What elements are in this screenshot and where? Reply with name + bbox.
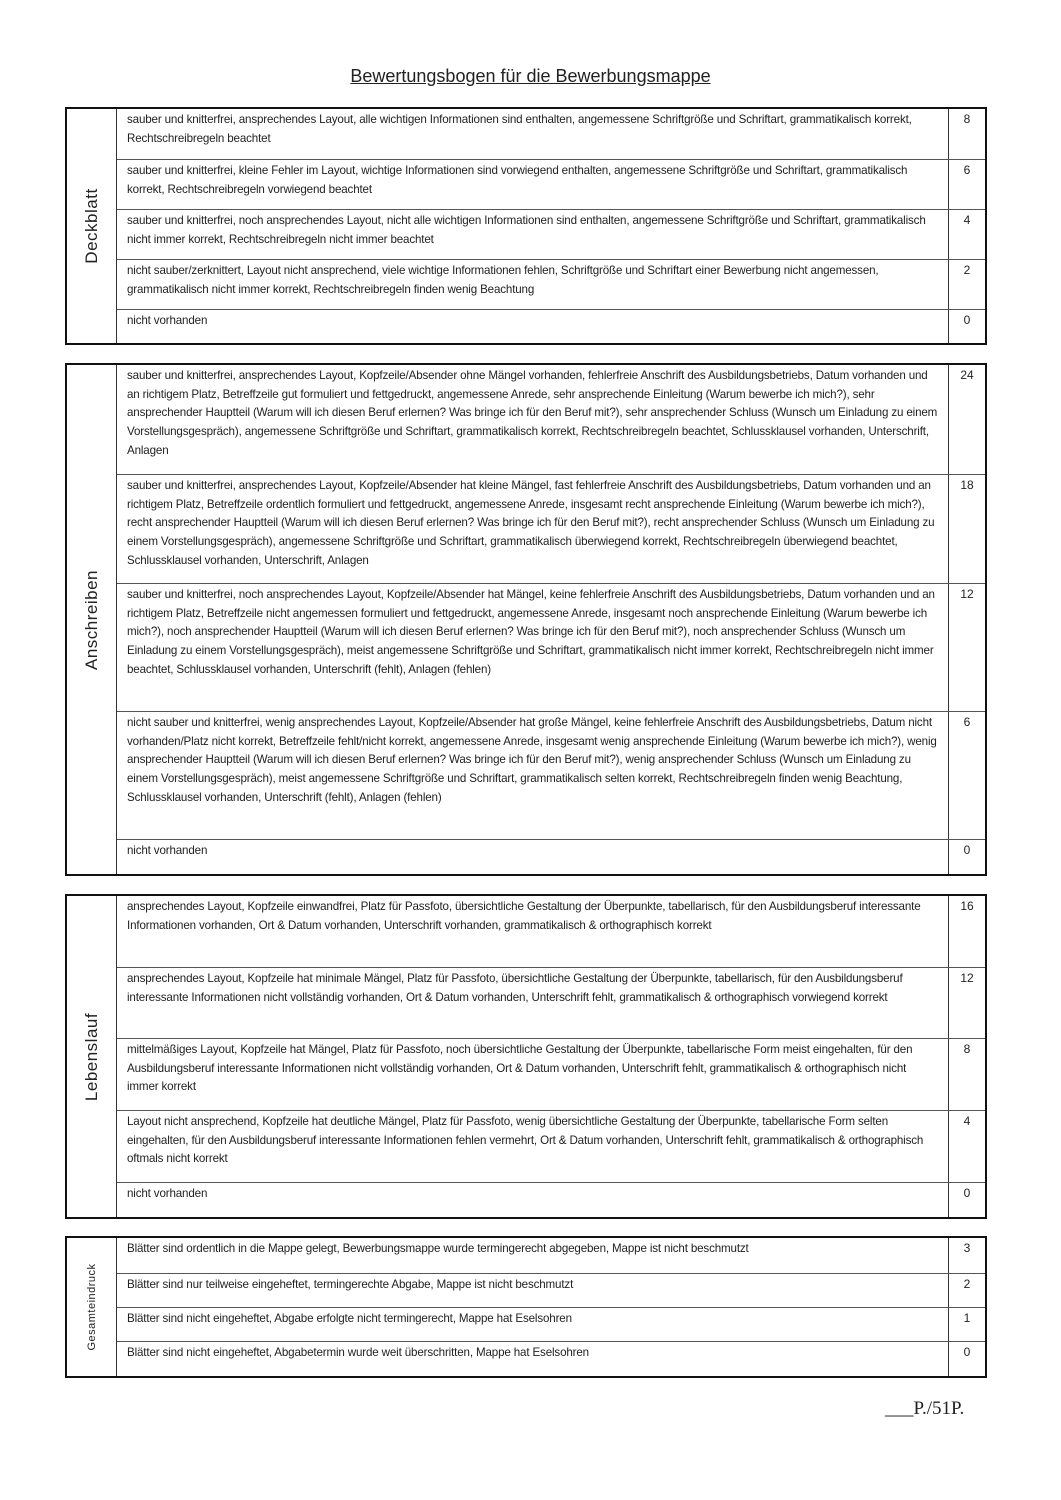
criteria-points: 16: [948, 896, 985, 967]
criteria-text: nicht vorhanden: [127, 844, 208, 857]
criteria-text: sauber und knitterfrei, ansprechendes Layout, Kopfzeile/Absender ohne Mängel vorhanden, fehlerfreie Anschrift des Ausbildungsbetriebs, Datum vorhanden und an richtigem Platz, Betreffzeile gut formuliert und fettgedruckt, angemessene Anrede, sehr ansprechende Einleitung (Warum bewerbe ich mich?), sehr ansprechender Hauptteil (Warum will ich diesen Beruf erlernen? Was bringe ich für den Beruf mit?), sehr ansprechender Schluss (Wunsch um Einladung zu einem Vorstellungsgespräch), angemessene Schriftgröße und Schriftart, grammatikalisch korrekt, Rechtschreibregeln beachtet, Schlussklausel vorhanden, Unterschrift, Anlagen: [127, 369, 938, 457]
criteria-points: 24: [948, 365, 985, 474]
section-deckblatt: [65, 107, 987, 345]
section-label-text: Lebenslauf: [81, 1012, 101, 1101]
criteria-row: [117, 109, 985, 160]
section-label: [67, 365, 117, 874]
section-label: [67, 896, 117, 1217]
criteria-points: 2: [948, 260, 985, 309]
criteria-points: 6: [948, 712, 985, 839]
criteria-row: [117, 712, 985, 840]
criteria-points: 12: [948, 584, 985, 711]
criteria-row: [117, 160, 985, 210]
criteria-text: nicht vorhanden: [127, 1187, 208, 1200]
page-title: Bewertungsbogen für die Bewerbungsmappe: [350, 66, 711, 86]
criteria-text: Blätter sind ordentlich in die Mappe gelegt, Bewerbungsmappe wurde termingerecht abgegeben, Mappe ist nicht beschmutzt: [127, 1242, 749, 1255]
criteria-row: [117, 1274, 985, 1308]
criteria-text: Blätter sind nicht eingeheftet, Abgabe erfolgte nicht termingerecht, Mappe hat Eselsohren: [127, 1312, 572, 1325]
criteria-points: 0: [948, 1342, 985, 1376]
criteria-points: 3: [948, 1238, 985, 1273]
criteria-row: [117, 968, 985, 1039]
criteria-row: [117, 896, 985, 968]
criteria-points: 2: [948, 1274, 985, 1307]
criteria-points: 0: [948, 310, 985, 343]
criteria-text: Layout nicht ansprechend, Kopfzeile hat deutliche Mängel, Platz für Passfoto, wenig übersichtliche Gestaltung der Überpunkte, tabellarische Form selten eingehalten, für den Ausbildungsberuf interessante Informationen fehlen vermehrt, Ort & Datum vorhanden, Unterschrift fehlt, grammatikalisch & orthographisch oftmals nicht korrekt: [127, 1115, 924, 1166]
criteria-row: [117, 210, 985, 260]
criteria-text: mittelmäßiges Layout, Kopfzeile hat Mängel, Platz für Passfoto, noch übersichtliche Gestaltung der Überpunkte, tabellarische Form meist eingehalten, für den Ausbildungsberuf interessante Informationen nicht vollständig vorhanden, Ort & Datum vorhanden, Unterschrift fehlt, grammatikalisch & orthographisch nicht immer korrekt: [127, 1043, 913, 1094]
section-gesamteindruck: [65, 1236, 987, 1378]
criteria-text: ansprechendes Layout, Kopfzeile hat minimale Mängel, Platz für Passfoto, übersichtliche Gestaltung der Überpunkte, tabellarisch, für den Ausbildungsberuf interessante Informationen nicht vollständig vorhanden, Ort & Datum vorhanden, Unterschrift fehlt, grammatikalisch & orthographisch vorwiegend korrekt: [127, 972, 903, 1004]
criteria-text: nicht vorhanden: [127, 314, 208, 327]
criteria-text: nicht sauber/zerknittert, Layout nicht ansprechend, viele wichtige Informationen fehlen, Schriftgröße und Schriftart einer Bewerbung nicht angemessen, grammatikalisch nicht immer korrekt, Rechtschreibregeln finden wenig Beachtung: [127, 264, 879, 296]
criteria-points: 0: [948, 840, 985, 874]
criteria-row: [117, 310, 985, 343]
section-label: [67, 1238, 117, 1376]
criteria-text: Blätter sind nur teilweise eingeheftet, termingerechte Abgabe, Mappe ist nicht beschmutzt: [127, 1278, 574, 1291]
criteria-points: 6: [948, 160, 985, 209]
criteria-row: [117, 1183, 985, 1217]
criteria-text: sauber und knitterfrei, kleine Fehler im Layout, wichtige Informationen sind vorwiegend enthalten, angemessene Schriftgröße und Schriftart, grammatikalisch korrekt, Rechtschreibregeln vorwiegend beachtet: [127, 164, 908, 196]
total-points: ___P./51P.: [885, 1398, 965, 1419]
section-anschreiben: [65, 363, 987, 876]
criteria-row: [117, 260, 985, 310]
criteria-points: 12: [948, 968, 985, 1038]
criteria-text: ansprechendes Layout, Kopfzeile einwandfrei, Platz für Passfoto, übersichtliche Gestaltung der Überpunkte, tabellarisch, für den Ausbildungsberuf interessante Informationen vorhanden, Ort & Datum vorhanden, Unterschrift vorhanden, grammatikalisch & orthographisch korrekt: [127, 900, 921, 932]
criteria-row: [117, 1342, 985, 1376]
criteria-row: [117, 840, 985, 874]
criteria-points: 1: [948, 1308, 985, 1341]
section-label: [67, 109, 117, 343]
criteria-row: [117, 1238, 985, 1274]
criteria-points: 8: [948, 1039, 985, 1110]
criteria-row: [117, 365, 985, 475]
criteria-row: [117, 475, 985, 584]
section-label-text: Deckblatt: [81, 188, 101, 264]
criteria-row: [117, 1111, 985, 1183]
section-lebenslauf: [65, 894, 987, 1219]
criteria-row: [117, 1039, 985, 1111]
criteria-text: sauber und knitterfrei, ansprechendes Layout, Kopfzeile/Absender hat kleine Mängel, fast fehlerfreie Anschrift des Ausbildungsbetriebs, Datum vorhanden und an richtigem Platz, Betreffzeile ordentlich formuliert und fettgedruckt, angemessene Anrede, insgesamt recht ansprechende Einleitung (Warum bewerbe ich mich?), recht ansprechender Hauptteil (Warum will ich diesen Beruf erlernen? Was bringe ich für den Beruf mit?), recht ansprechender Schluss (Wunsch um Einladung zu einem Vorstellungsgespräch), angemessene Schriftgröße und Schriftart, grammatikalisch überwiegend korrekt, Rechtschreibregeln überwiegend beachtet, Schlussklausel vorhanden, Unterschrift, Anlagen: [127, 479, 935, 567]
criteria-points: 18: [948, 475, 985, 583]
criteria-text: sauber und knitterfrei, noch ansprechendes Layout, nicht alle wichtigen Informationen sind enthalten, angemessene Schriftgröße und Schriftart, grammatikalisch nicht immer korrekt, Rechtschreibregeln nicht immer beachtet: [127, 214, 926, 246]
criteria-row: [117, 584, 985, 712]
criteria-points: 0: [948, 1183, 985, 1217]
criteria-text: sauber und knitterfrei, noch ansprechendes Layout, Kopfzeile/Absender hat Mängel, keine fehlerfreie Anschrift des Ausbildungsbetriebs, Datum vorhanden und an richtigem Platz, Betreffzeile nicht angemessen formuliert und fettgedruckt, angemessene Anrede, insgesamt noch ansprechende Einleitung (Warum bewerbe ich mich?), noch ansprechender Hauptteil (Warum will ich diesen Beruf erlernen? Was bringe ich für den Beruf mit?), noch ansprechender Schluss (Wunsch um Einladung zu einem Vorstellungsgespräch), meist angemessene Schriftgröße und Schriftart, grammatikalisch nicht immer korrekt, Rechtschreibregeln nicht immer beachtet, Schlussklausel vorhanden, Unterschrift (fehlt), Anlagen (fehlen): [127, 588, 935, 676]
section-label-text: Gesamteindruck: [85, 1263, 98, 1351]
criteria-points: 8: [948, 109, 985, 159]
criteria-points: 4: [948, 1111, 985, 1182]
criteria-row: [117, 1308, 985, 1342]
criteria-text: nicht sauber und knitterfrei, wenig ansprechendes Layout, Kopfzeile/Absender hat große Mängel, keine fehlerfreie Anschrift des Ausbildungsbetriebs, Datum nicht vorhanden/Platz nicht korrekt, Betreffzeile fehlt/nicht korrekt, angemessene Anrede, insgesamt wenig ansprechende Einleitung (Warum bewerbe ich mich?), wenig ansprechender Hauptteil (Warum will ich diesen Beruf erlernen? Was bringe ich für den Beruf mit?), wenig ansprechender Schluss (Wunsch um Einladung zu einem Vorstellungsgespräch), meist angemessene Schriftgröße und Schriftart, grammatikalisch selten korrekt, Rechtschreibregeln finden wenig Beachtung, Schlussklausel vorhanden, Unterschrift (fehlt), Anlagen (fehlen): [127, 716, 937, 804]
section-label-text: Anschreiben: [81, 569, 101, 670]
criteria-text: Blätter sind nicht eingeheftet, Abgabetermin wurde weit überschritten, Mappe hat Eselsohren: [127, 1346, 589, 1359]
criteria-text: sauber und knitterfrei, ansprechendes Layout, alle wichtigen Informationen sind enthalten, angemessene Schriftgröße und Schriftart, grammatikalisch korrekt, Rechtschreibregeln beachtet: [127, 113, 912, 145]
criteria-points: 4: [948, 210, 985, 259]
